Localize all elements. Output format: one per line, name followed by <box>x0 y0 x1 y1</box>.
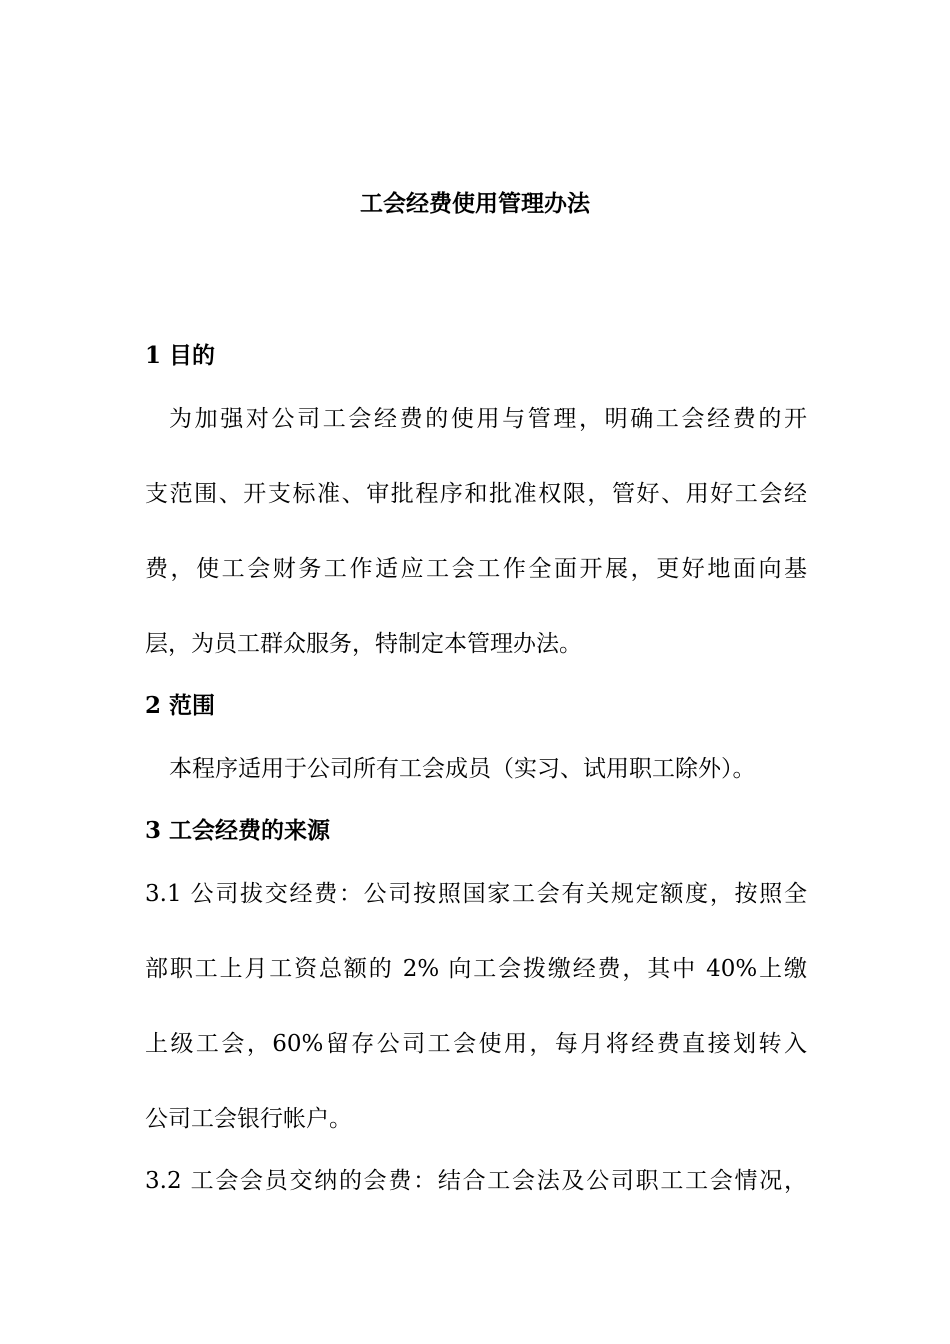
section-heading-purpose: 1 目的 <box>145 342 216 369</box>
paragraph-line: 部职工上月工资总额的 2% 向工会拨缴经费，其中 40%上缴 <box>145 956 807 982</box>
paragraph-line: 费，使工会财务工作适应工会工作全面开展，更好地面向基 <box>145 556 807 582</box>
document-title: 工会经费使用管理办法 <box>360 190 590 217</box>
paragraph-line: 3.1 公司拔交经费：公司按照国家工会有关规定额度，按照全 <box>145 881 807 907</box>
paragraph-line: 支范围、开支标准、审批程序和批准权限，管好、用好工会经 <box>145 481 807 507</box>
paragraph-line: 本程序适用于公司所有工会成员（实习、试用职工除外）。 <box>169 756 756 782</box>
paragraph-line: 上级工会，60%留存公司工会使用，每月将经费直接划转入 <box>145 1031 807 1057</box>
section-heading-funding-source: 3 工会经费的来源 <box>145 817 331 844</box>
paragraph-line: 公司工会银行帐户。 <box>145 1106 352 1132</box>
paragraph-line: 为加强对公司工会经费的使用与管理，明确工会经费的开 <box>169 406 807 432</box>
paragraph-line: 3.2 工会会员交纳的会费：结合工会法及公司职工工会情况， <box>145 1168 807 1194</box>
paragraph-line: 层，为员工群众服务，特制定本管理办法。 <box>145 631 582 657</box>
section-heading-scope: 2 范围 <box>145 692 216 719</box>
